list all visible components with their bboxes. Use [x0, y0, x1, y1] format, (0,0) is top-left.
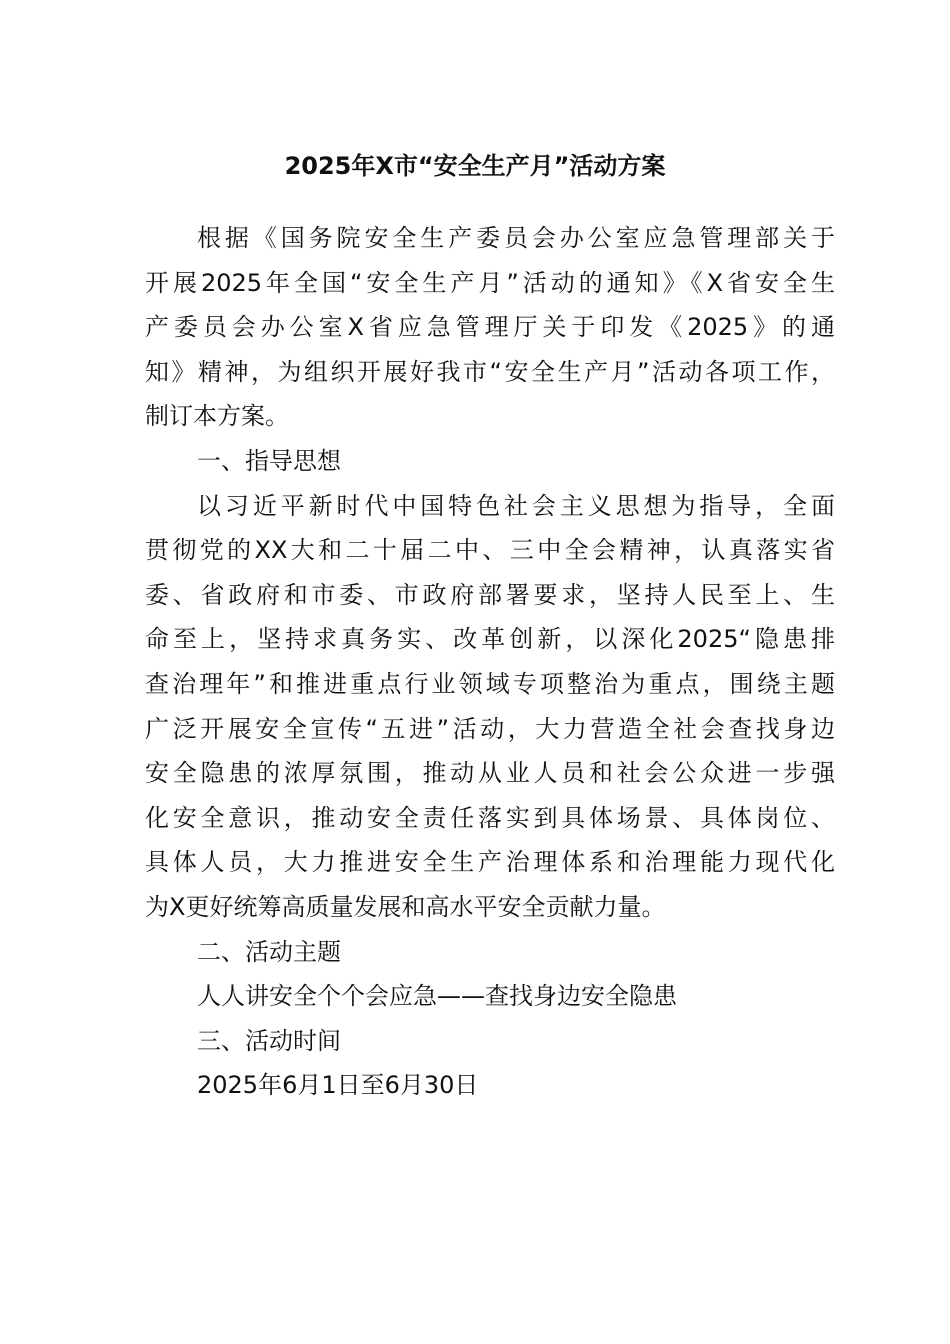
section-heading: 二、活动主题 [197, 937, 341, 966]
paragraph-line: 制订本方案。 [145, 402, 289, 431]
paragraph-line: 具体人员，大力推进安全生产治理体系和治理能力现代化 [145, 848, 835, 877]
section-heading: 三、活动时间 [197, 1026, 341, 1055]
paragraph-line: 产委员会办公室X省应急管理厅关于印发《2025》的通 [145, 313, 835, 342]
paragraph-line: 人人讲安全个个会应急——查找身边安全隐患 [197, 982, 677, 1011]
document-body [145, 216, 835, 1108]
paragraph-line: 命至上，坚持求真务实、改革创新，以深化2025“隐患排 [145, 625, 835, 654]
paragraph-line: 化安全意识，推动安全责任落实到具体场景、具体岗位、 [145, 803, 835, 832]
section-heading: 一、指导思想 [197, 446, 341, 475]
paragraph-line: 2025年6月1日至6月30日 [197, 1071, 479, 1100]
document-title: 2025年X市“安全生产月”活动方案 [284, 152, 666, 180]
paragraph-line: 为X更好统筹高质量发展和高水平安全贡献力量。 [145, 892, 666, 921]
paragraph-line: 贯彻党的XX大和二十届二中、三中全会精神，认真落实省 [145, 536, 835, 565]
paragraph-line: 根据《国务院安全生产委员会办公室应急管理部关于 [197, 224, 835, 252]
paragraph-line: 查治理年”和推进重点行业领域专项整治为重点，围绕主题 [145, 669, 835, 698]
paragraph-line: 安全隐患的浓厚氛围，推动从业人员和社会公众进一步强 [145, 759, 835, 788]
paragraph-line: 知》精神，为组织开展好我市“安全生产月”活动各项工作， [145, 357, 835, 386]
paragraph-line: 以习近平新时代中国特色社会主义思想为指导，全面 [197, 491, 835, 520]
paragraph-line: 广泛开展安全宣传“五进”活动，大力营造全社会查找身边 [145, 714, 835, 743]
paragraph-line: 开展2025年全国“安全生产月”活动的通知》《X省安全生 [145, 268, 835, 297]
paragraph-line: 委、省政府和市委、市政府部署要求，坚持人民至上、生 [145, 580, 835, 609]
